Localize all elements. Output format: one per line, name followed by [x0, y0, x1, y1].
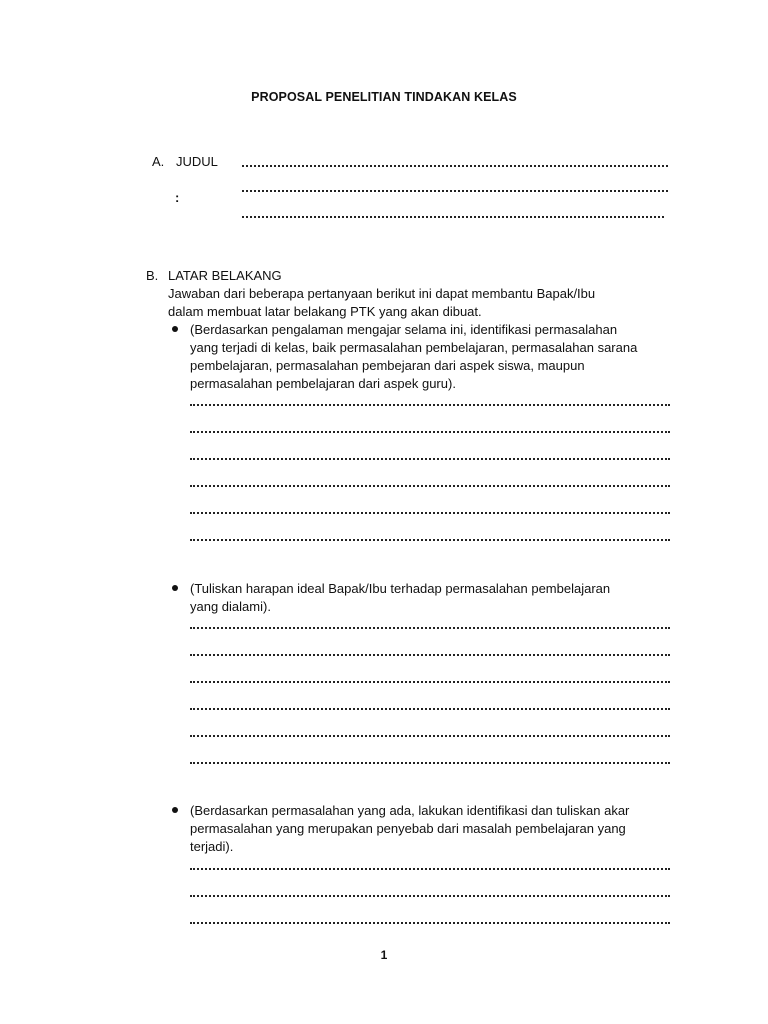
item-1-fill-line	[190, 510, 670, 514]
item-3-fill-line	[190, 893, 670, 897]
item-1-line: yang terjadi di kelas, baik permasalahan pembelajaran, permasalahan sarana	[190, 340, 638, 355]
item-1-fill-line	[190, 483, 670, 487]
item-2-line: (Tuliskan harapan ideal Bapak/Ibu terhadap permasalahan pembelajaran	[190, 581, 611, 596]
item-3-line: permasalahan yang merupakan penyebab dari masalah pembelajaran yang	[190, 821, 626, 836]
item-3-line: (Berdasarkan permasalahan yang ada, lakukan identifikasi dan tuliskan akar	[190, 803, 630, 818]
section-b-letter: B.	[146, 268, 159, 283]
item-2-fill-line	[190, 733, 670, 737]
item-1-fill-line	[190, 456, 670, 460]
section-a-label: JUDUL	[176, 154, 218, 169]
judul-fill-line-3	[242, 214, 664, 218]
item-1-line: (Berdasarkan pengalaman mengajar selama ini, identifikasi permasalahan	[190, 322, 618, 337]
bullet-icon	[172, 585, 178, 591]
item-1-line: pembelajaran, permasalahan pembejaran dari aspek siswa, maupun	[190, 358, 585, 373]
section-b-heading: LATAR BELAKANG	[168, 268, 282, 283]
item-3-line: terjadi).	[190, 839, 234, 854]
item-2-fill-line	[190, 625, 670, 629]
item-2-fill-line	[190, 679, 670, 683]
item-3-fill-line	[190, 866, 670, 870]
item-2-fill-line	[190, 652, 670, 656]
judul-fill-line-2	[242, 188, 668, 192]
item-1-fill-line	[190, 537, 670, 541]
page-number: 1	[380, 948, 388, 962]
item-2-fill-line	[190, 706, 670, 710]
item-2-fill-line	[190, 760, 670, 764]
section-b-intro-line: dalam membuat latar belakang PTK yang akan dibuat.	[168, 304, 482, 319]
section-a-letter: A.	[152, 154, 165, 169]
section-b-intro-line: Jawaban dari beberapa pertanyaan berikut ini dapat membantu Bapak/Ibu	[168, 286, 596, 301]
item-1-fill-line	[190, 402, 670, 406]
document-title: PROPOSAL PENELITIAN TINDAKAN KELAS	[251, 90, 517, 104]
section-a-colon: :	[175, 190, 180, 205]
bullet-icon	[172, 807, 178, 813]
bullet-icon	[172, 326, 178, 332]
item-2-line: yang dialami).	[190, 599, 271, 614]
item-1-line: permasalahan pembelajaran dari aspek guru).	[190, 376, 456, 391]
item-3-fill-line	[190, 920, 670, 924]
item-1-fill-line	[190, 429, 670, 433]
judul-fill-line-1	[242, 163, 668, 167]
